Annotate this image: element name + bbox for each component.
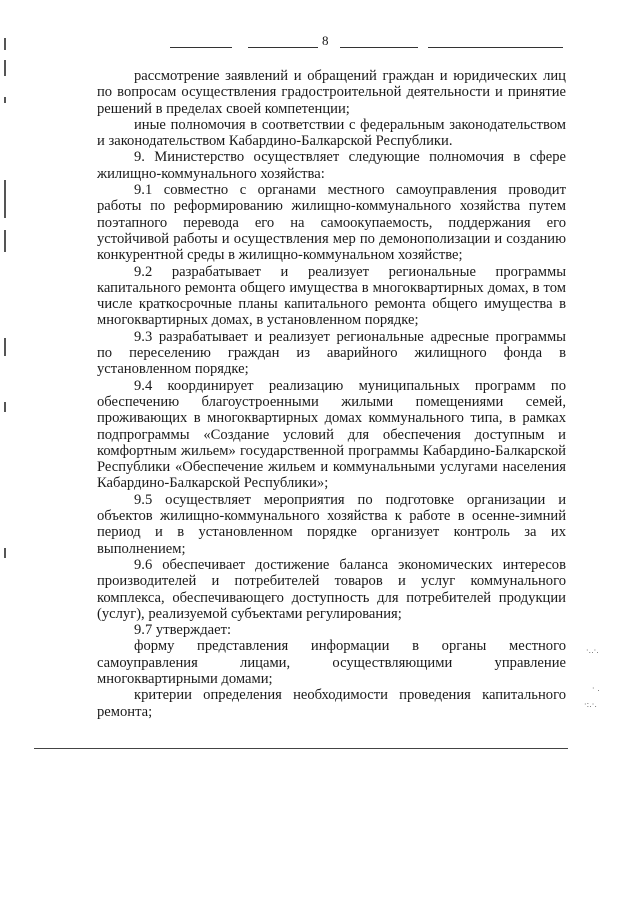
paragraph: 9.6 обеспечивает достижение баланса экономических интересов производителей и потребителей товаров и услуг коммунального комплекса, обеспечивающего доступность для потребителей продукции (услуг), реализуемой субъектами регулирования; — [97, 556, 566, 622]
margin-mark — [4, 230, 6, 252]
paragraph: 9.3 разрабатывает и реализует региональные адресные программы по переселению граждан из аварийного жилищного фонда в установленном порядке; — [97, 328, 566, 378]
margin-mark — [4, 548, 6, 558]
margin-mark — [4, 338, 6, 356]
paragraph: 9.5 осуществляет мероприятия по подготовке организации и объектов жилищно-коммунального хозяйства к работе в осенне-зимний период и в установленном порядке организует контроль за их выполнением; — [97, 491, 566, 557]
paragraph: 9.1 совместно с органами местного самоуправления проводит работы по реформированию жилищно-коммунального хозяйства путем поэтапного перевода его на самоокупаемость, поддержания его устойчивой работы и осуществления мер по демонополизации и созданию конкурентной среды в жилищно-коммунальном хозяйстве; — [97, 182, 566, 264]
paragraph: иные полномочия в соответствии с федеральным законодательством и законодательством Кабардино-Балкарской Республики. — [97, 116, 566, 150]
margin-mark — [4, 180, 6, 218]
paragraph: форму представления информации в органы местного самоуправления лицами, осуществляющими управление многоквартирными домами; — [97, 638, 566, 687]
scan-noise: · . — [592, 684, 600, 693]
header-rule-mid — [248, 47, 318, 48]
header-rule-right-1 — [340, 47, 418, 48]
body-text — [97, 68, 566, 720]
paragraph: рассмотрение заявлений и обращений граждан и юридических лиц по вопросам осуществления градостроительной деятельности и принятие решений в пределах своей компетенции; — [97, 68, 566, 117]
paragraph: критерии определения необходимости проведения капитального ремонта; — [97, 687, 566, 720]
header-rule-left — [170, 47, 232, 48]
margin-mark — [4, 60, 6, 76]
page-number: 8 — [322, 33, 329, 48]
paragraph: 9. Министерство осуществляет следующие полномочия в сфере жилищно-коммунального хозяйства: — [97, 149, 566, 182]
paragraph: 9.4 координирует реализацию муниципальных программ по обеспечению благоустроенными жилыми помещениями семей, проживающих в многоквартирных домах коммунального типа, в рамках подпрограммы «Создание условий для обеспечения доступным и комфортным жильем» государственной программы Кабардино-Балкарской Республики «Обеспечение жильем и коммунальными услугами населения Кабардино-Балкарской Республики»; — [97, 377, 566, 492]
margin-mark — [4, 402, 6, 412]
paragraph: 9.7 утверждает: — [134, 622, 232, 639]
header-rule-right-2 — [428, 47, 563, 48]
margin-mark — [4, 97, 6, 103]
scan-noise: ·..·. — [586, 646, 599, 655]
scan-noise: ·:.·. — [584, 700, 597, 709]
margin-mark — [4, 38, 6, 50]
scan-rule — [34, 748, 568, 749]
paragraph: 9.2 разрабатывает и реализует региональные программы капитального ремонта общего имущества в многоквартирных домах, в том числе краткосрочные планы капитального ремонта общего имущества в многоквартирных домах, в установленном порядке; — [97, 263, 566, 329]
